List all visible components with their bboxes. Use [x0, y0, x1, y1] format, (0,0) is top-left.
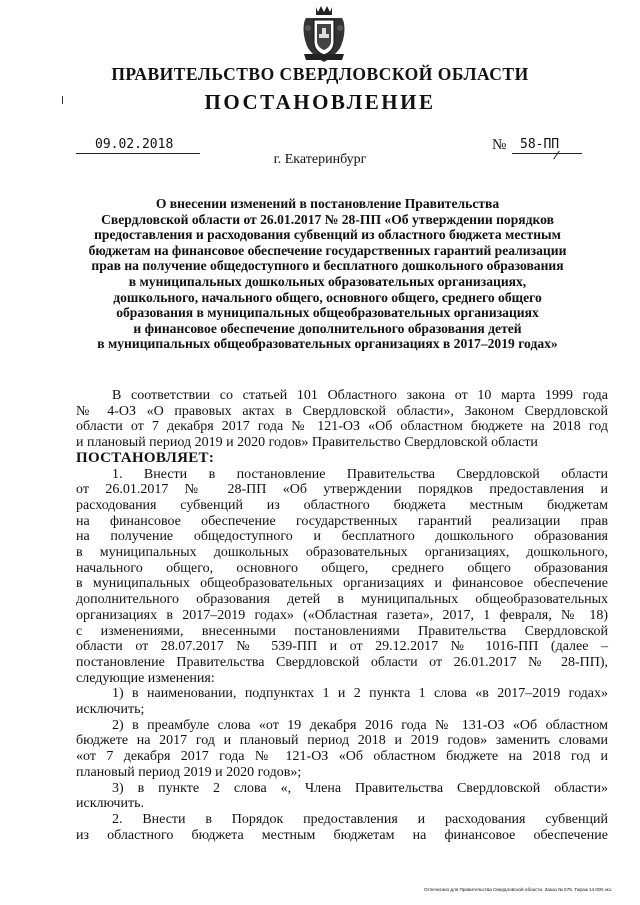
title-line: О внесении изменений в постановление Правительства: [155, 196, 500, 211]
item1-line: в муниципальных общеобразовательных организациях и финансовое обеспечение: [76, 576, 608, 592]
item1-line: следующие изменения:: [76, 670, 215, 686]
item1-line: с изменениями, внесенными постановлениями Правительства Свердловской: [76, 623, 608, 639]
subitem2-line: 2) в преамбуле слова «от 19 декабря 2016 года № 131-ОЗ «Об областном: [112, 717, 608, 733]
subitem2-line: плановый период 2019 и 2020 годов»;: [76, 764, 302, 780]
coat-of-arms-emblem: [298, 4, 350, 64]
title-line: в муниципальных общеобразовательных организациях в 2017–2019 годах»: [97, 336, 558, 352]
title-line: Свердловской области от 26.01.2017 № 28-ПП «Об утверждении порядков: [101, 211, 554, 227]
preamble-line: В соответствии со статьей 101 Областного закона от 10 марта 1999 года: [112, 388, 608, 403]
item1-line: расходования субвенций из областного бюджета местным бюджетам: [76, 497, 608, 513]
subitem1-line: исключить;: [76, 702, 145, 718]
resolves-word: ПОСТАНОВЛЯЕТ:: [76, 449, 215, 466]
document-number: 58-ПП: [520, 137, 560, 152]
title-line: образования в муниципальных общеобразовательных организациях: [116, 305, 539, 321]
title-line: дошкольного, начального общего, основного общего, среднего общего: [113, 289, 542, 305]
item1-line: на финансовое обеспечение государственных гарантий реализации прав: [76, 513, 608, 529]
preamble-line: области от 7 декабря 2017 года № 121-ОЗ «Об областном бюджете на 2018 год: [76, 419, 608, 435]
item1-line: в муниципальных дошкольных образовательных организациях, дошкольного,: [76, 545, 608, 561]
preamble-line: и плановый период 2019 и 2020 годов» Правительство Свердловской области: [76, 435, 538, 451]
subitem2-line: «от 7 декабря 2017 года № 121-ОЗ «Об областном бюджете на 2018 год и: [76, 749, 608, 765]
item1-line: 1. Внести в постановление Правительства Свердловской области: [112, 466, 608, 482]
item1-line: дополнительного образования детей в муниципальных общеобразовательных: [76, 592, 608, 608]
item1-line: от 26.01.2017 № 28-ПП «Об утверждении порядков предоставления и: [76, 482, 608, 498]
subitem2-line: бюджете на 2017 год и плановый период 2018 и 2019 годов» заменить словами: [76, 733, 608, 749]
subitem3-line: 3) в пункте 2 слова «, Члена Правительства Свердловской области»: [112, 780, 608, 796]
document-title: [60, 196, 595, 352]
preamble-line: № 4-ОЗ «О правовых актах в Свердловской области», Законом Свердловской: [76, 403, 608, 419]
item1-line: на получение общедоступного и бесплатного дошкольного образования: [76, 529, 608, 545]
item2-line: 2. Внести в Порядок предоставления и расходования субвенций: [112, 811, 608, 827]
number-sign: №: [492, 137, 507, 153]
item1-line: постановление Правительства Свердловской области от 26.01.2017 № 28-ПП),: [76, 654, 608, 670]
document-type: ПОСТАНОВЛЕНИЕ: [204, 90, 436, 114]
document-date: 09.02.2018: [95, 137, 174, 152]
item1-line: области от 28.07.2017 № 539-ПП и от 29.12.2017 № 1016-ПП (далее –: [76, 639, 608, 655]
item2-line: из областного бюджета местным бюджетам на финансовое обеспечение: [76, 827, 608, 843]
title-line: прав на получение общедоступного и бесплатного дошкольного образования: [91, 258, 564, 274]
title-line: предоставления и расходования субвенций из областного бюджета местным: [94, 227, 561, 243]
item1-line: начального общего, основного общего, среднего общего образования: [76, 560, 608, 576]
document-body: [76, 388, 608, 843]
subitem1-line: 1) в наименовании, подпунктах 1 и 2 пункта 1 слова «в 2017–2019 годах»: [112, 686, 608, 702]
government-title: ПРАВИТЕЛЬСТВО СВЕРДЛОВСКОЙ ОБЛАСТИ: [111, 64, 529, 84]
title-line: и финансовое обеспечение дополнительного образования детей: [133, 320, 522, 336]
subitem3-line: исключить.: [76, 796, 144, 812]
title-line: бюджетам на финансовое обеспечение государственных гарантий реализации: [88, 242, 567, 258]
print-footer: Отпечатано для Правительства Свердловской области. Заказ № 575. Тираж 14 000 экз.: [424, 887, 613, 892]
title-line: в муниципальных дошкольных образовательных организациях,: [128, 273, 527, 289]
item1-line: организациях в 2017–2019 годах» («Областная газета», 2017, 1 февраля, № 18): [76, 607, 608, 623]
city: г. Екатеринбург: [273, 152, 367, 167]
